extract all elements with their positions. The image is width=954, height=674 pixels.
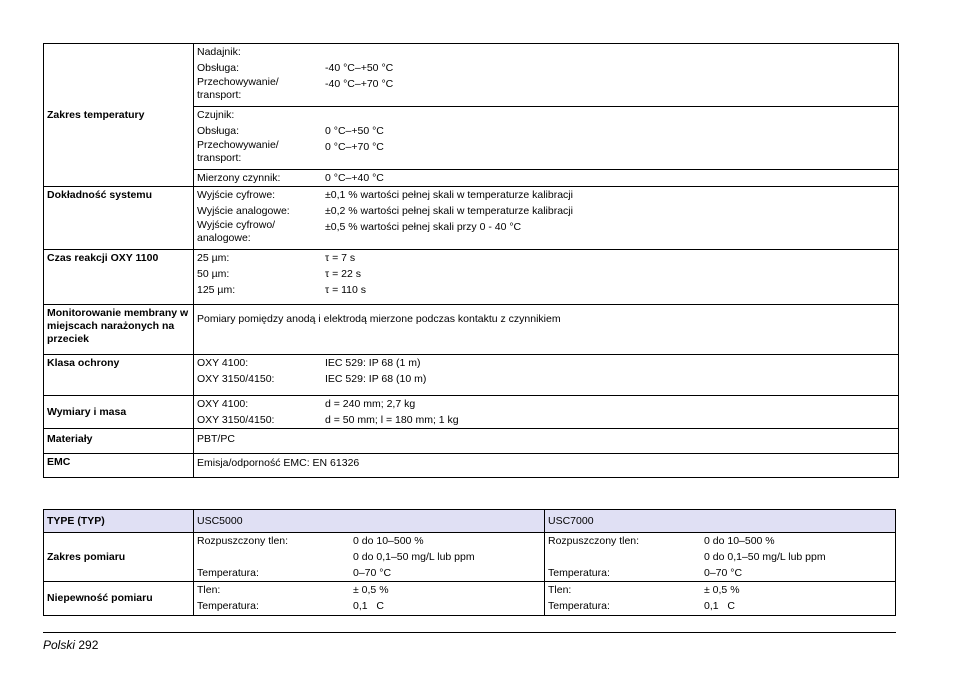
uncertainty-usc7000-temp-label: Temperatura: [548,600,610,612]
range-usc5000-temp-value: 0–70 °C [353,567,392,579]
measuring-range-label: Zakres pomiaru [44,533,194,582]
transmitter-operation-value: -40 °C–+50 °C [325,62,394,74]
specifications-table [43,43,899,478]
protection-oxy3150-value: IEC 529: IP 68 (10 m) [325,373,427,385]
response-time-cell [194,250,899,305]
response-time-label: Czas reakcji OXY 1100 [44,250,194,305]
uncertainty-usc5000-oxygen-label: Tlen: [197,584,221,596]
sensor-heading: Czujnik: [197,109,235,121]
protection-oxy4100-label: OXY 4100: [197,357,249,369]
accuracy-cell [194,187,899,250]
dimensions-oxy4100-value: d = 240 mm; 2,7 kg [325,398,416,410]
protection-oxy3150-label: OXY 3150/4150: [197,373,275,385]
sensor-operation-value: 0 °C–+50 °C [325,125,384,137]
range-usc7000-dissolved-label: Rozpuszczony tlen: [548,535,640,547]
digital-analog-output-label: Wyjście cyfrowo/ analogowe: [197,219,276,244]
dimensions-oxy4100-label: OXY 4100: [197,398,249,410]
digital-output-value: ±0,1 % wartości pełnej skali w temperaturze kalibracji [325,189,573,201]
range-usc5000-value2: 0 do 0,1–50 mg/L lub ppm [353,551,475,563]
response-50-value: τ = 22 s [325,268,361,280]
transmitter-operation-label: Obsługa: [197,62,240,74]
dimensions-cell [194,396,899,429]
range-usc5000-value1: 0 do 10–500 % [353,535,424,547]
type-header-usc7000: USC7000 [545,510,896,533]
uncertainty-usc7000-oxygen-value: ± 0,5 % [704,584,740,596]
membrane-monitoring-value: Pomiary pomiędzy anodą i elektrodą mierzone podczas kontaktu z czynnikiem [194,305,899,355]
uncertainty-usc5000-cell [194,582,545,616]
emc-label: EMC [44,454,194,478]
temp-range-label: Zakres temperatury [44,44,194,187]
range-usc7000-cell [545,533,896,582]
materials-label: Materiały [44,429,194,454]
range-usc5000-temp-label: Temperatura: [197,567,259,579]
footer-text [43,638,98,652]
range-usc5000-dissolved-label: Rozpuszczony tlen: [197,535,289,547]
response-50-label: 50 µm: [197,268,230,280]
uncertainty-usc5000-temp-label: Temperatura: [197,600,259,612]
sensor-cell [194,107,899,170]
transmitter-storage-label: Przechowywanie/ transport: [197,76,279,101]
medium-cell [194,170,899,187]
footer-language: Polski [43,638,76,652]
digital-output-label: Wyjście cyfrowe: [197,189,276,201]
dimensions-oxy3150-value: d = 50 mm; l = 180 mm; 1 kg [325,414,459,426]
uncertainty-usc7000-temp-value: 0,1 C [704,600,735,612]
uncertainty-usc7000-oxygen-label: Tlen: [548,584,572,596]
sensor-storage-value: 0 °C–+70 °C [325,141,384,153]
range-usc7000-value2: 0 do 0,1–50 mg/L lub ppm [704,551,826,563]
range-usc7000-temp-value: 0–70 °C [704,567,743,579]
uncertainty-label: Niepewność pomiaru [44,582,194,616]
analog-output-label: Wyjście analogowe: [197,205,290,217]
type-header-usc5000: USC5000 [194,510,545,533]
page-footer [43,632,896,652]
transmitter-cell [194,44,899,107]
type-table [43,509,896,616]
response-25-label: 25 µm: [197,252,230,264]
medium-value: 0 °C–+40 °C [325,172,384,184]
sensor-storage-label: Przechowywanie/ transport: [197,139,279,164]
uncertainty-usc5000-temp-value: 0,1 C [353,600,384,612]
protection-class-cell [194,355,899,396]
sensor-operation-label: Obsługa: [197,125,240,137]
uncertainty-usc7000-cell [545,582,896,616]
analog-output-value: ±0,2 % wartości pełnej skali w temperaturze kalibracji [325,205,573,217]
medium-label: Mierzony czynnik: [197,172,281,184]
uncertainty-usc5000-oxygen-value: ± 0,5 % [353,584,389,596]
range-usc7000-temp-label: Temperatura: [548,567,610,579]
dimensions-oxy3150-label: OXY 3150/4150: [197,414,275,426]
digital-analog-output-value: ±0,5 % wartości pełnej skali przy 0 - 40 °C [325,221,522,233]
type-header-label: TYPE (TYP) [44,510,194,533]
response-125-value: τ = 110 s [325,284,367,296]
accuracy-label: Dokładność systemu [44,187,194,250]
page-number: 292 [78,638,99,652]
membrane-monitoring-label: Monitorowanie membrany w miejscach narażonych na przeciek [44,305,194,355]
dimensions-label: Wymiary i masa [44,396,194,429]
transmitter-heading: Nadajnik: [197,46,241,58]
range-usc5000-cell [194,533,545,582]
range-usc7000-value1: 0 do 10–500 % [704,535,775,547]
response-25-value: τ = 7 s [325,252,356,264]
protection-oxy4100-value: IEC 529: IP 68 (1 m) [325,357,421,369]
emc-value: Emisja/odporność EMC: EN 61326 [194,454,899,478]
response-125-label: 125 µm: [197,284,236,296]
materials-value: PBT/PC [194,429,899,454]
transmitter-storage-value: -40 °C–+70 °C [325,78,394,90]
protection-class-label: Klasa ochrony [44,355,194,396]
